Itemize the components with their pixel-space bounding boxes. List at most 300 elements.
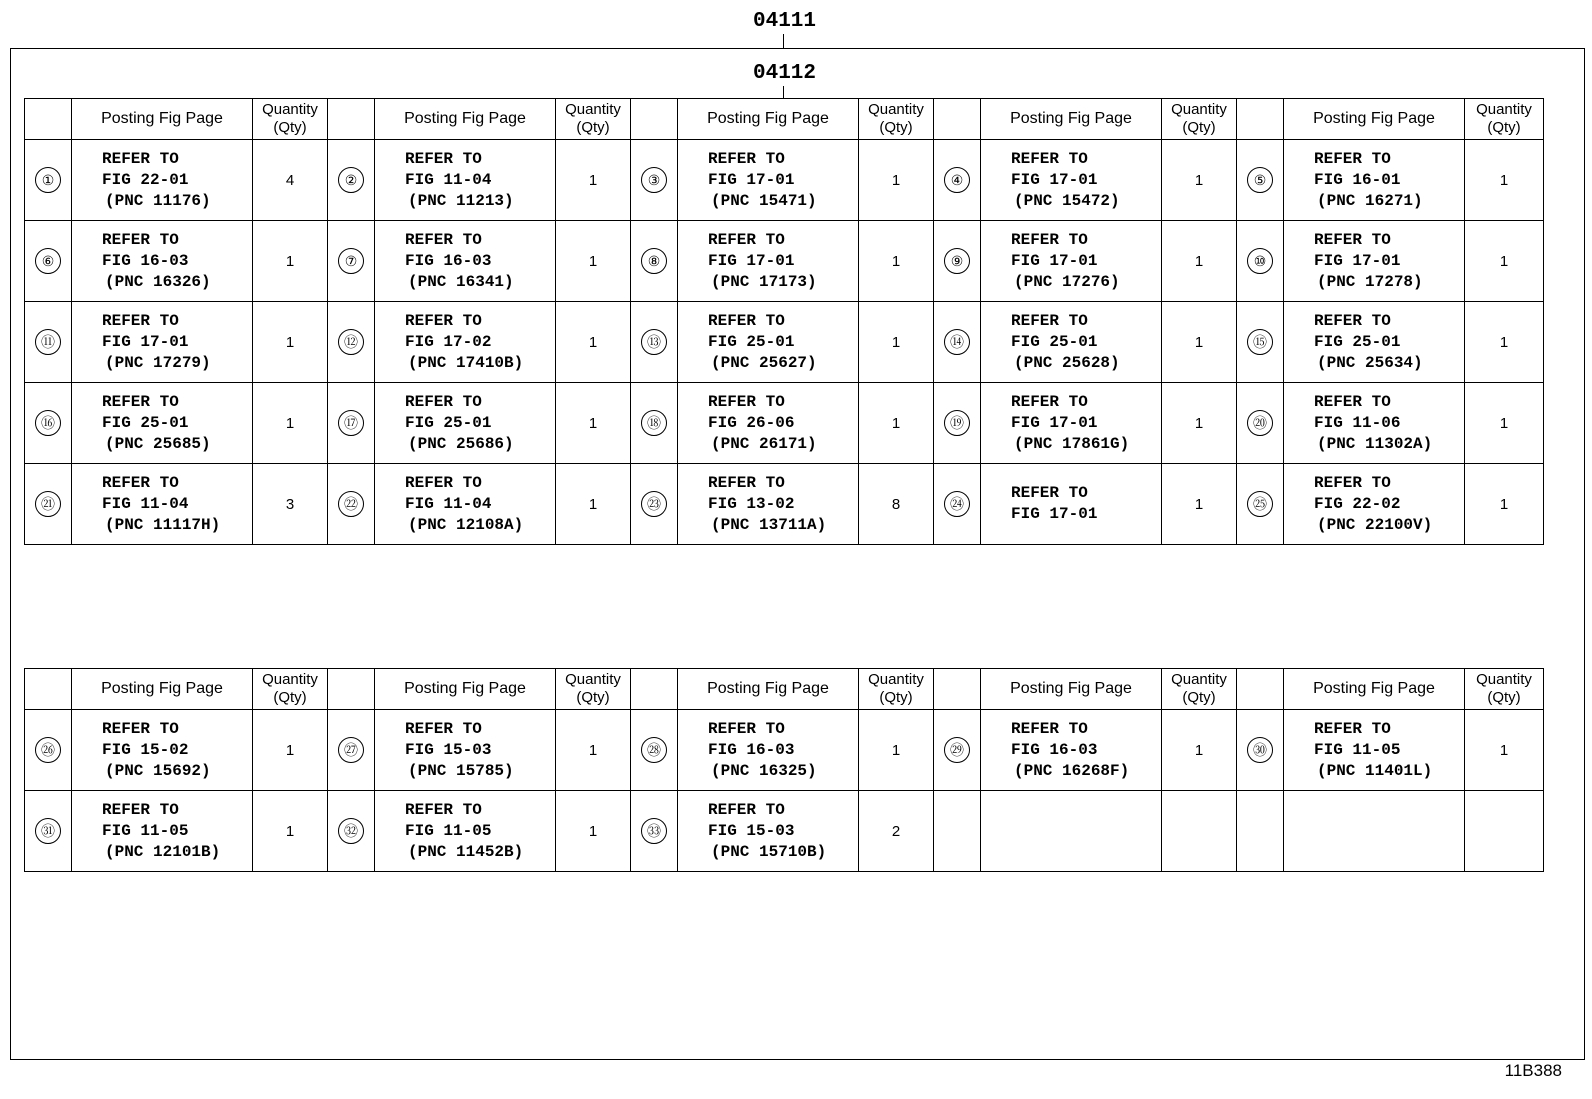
refer-to-text: REFER TO <box>1314 392 1391 411</box>
item-number: ⑱ <box>641 410 667 436</box>
item-number: ⑲ <box>944 410 970 436</box>
refer-to-text: REFER TO <box>102 311 179 330</box>
quantity-value: 1 <box>285 414 295 432</box>
quantity-value: 2 <box>891 822 901 840</box>
fig-reference: FIG 11-05 <box>1314 740 1401 759</box>
header-posting-label: Posting Fig Page <box>707 680 829 697</box>
header-index-cell <box>328 669 375 710</box>
table-row <box>25 791 1544 872</box>
header-index-cell <box>1237 669 1284 710</box>
reference-cell <box>981 791 1162 872</box>
fig-reference: FIG 17-01 <box>1011 413 1098 432</box>
reference-cell <box>981 221 1162 302</box>
header-quantity <box>253 99 328 140</box>
reference-cell <box>72 383 253 464</box>
header-quantity <box>556 99 631 140</box>
header-posting-label: Posting Fig Page <box>1313 110 1435 127</box>
fig-reference: FIG 17-01 <box>708 251 795 270</box>
item-number-cell <box>1237 302 1284 383</box>
reference-cell <box>375 464 556 545</box>
item-number-cell <box>25 140 72 221</box>
refer-to-text: REFER TO <box>708 230 785 249</box>
item-number-cell <box>328 302 375 383</box>
refer-to-text: REFER TO <box>1011 484 1088 502</box>
quantity-value: 1 <box>1194 414 1204 432</box>
refer-to-text: REFER TO <box>1314 473 1391 492</box>
pnc-number: (PNC 11302A) <box>1317 434 1433 453</box>
fig-reference: FIG 25-01 <box>1314 332 1401 351</box>
refer-to-text: REFER TO <box>102 392 179 411</box>
item-number-cell <box>328 464 375 545</box>
header-qty-abbrev: (Qty) <box>1182 119 1216 136</box>
quantity-cell <box>1162 140 1237 221</box>
item-number: ③ <box>641 167 667 193</box>
header-quantity-label: Quantity <box>868 671 924 688</box>
quantity-value: 1 <box>1194 171 1204 189</box>
pnc-number: (PNC 25628) <box>1014 353 1120 372</box>
header-quantity-label: Quantity <box>1476 101 1532 118</box>
header-qty-abbrev: (Qty) <box>1487 689 1521 706</box>
quantity-cell <box>1162 302 1237 383</box>
item-number-cell <box>934 140 981 221</box>
quantity-cell <box>1162 464 1237 545</box>
item-number: ② <box>338 167 364 193</box>
item-number: ㉘ <box>641 737 667 763</box>
reference-cell <box>1284 464 1465 545</box>
reference-cell <box>1284 302 1465 383</box>
quantity-cell <box>253 464 328 545</box>
fig-reference: FIG 26-06 <box>708 413 795 432</box>
reference-cell <box>375 383 556 464</box>
pnc-number: (PNC 11176) <box>105 191 211 210</box>
item-number: ⑨ <box>944 248 970 274</box>
pnc-number: (PNC 17276) <box>1014 272 1120 291</box>
quantity-cell <box>556 140 631 221</box>
quantity-cell <box>1465 791 1544 872</box>
quantity-cell <box>1465 221 1544 302</box>
fig-reference: FIG 11-05 <box>405 821 492 840</box>
item-number-cell <box>1237 464 1284 545</box>
item-number: ㉔ <box>944 491 970 517</box>
fig-reference: FIG 16-03 <box>708 740 795 759</box>
item-number: ④ <box>944 167 970 193</box>
refer-to-text: REFER TO <box>405 473 482 492</box>
pnc-number: (PNC 25685) <box>105 434 211 453</box>
reference-cell <box>678 791 859 872</box>
fig-reference: FIG 17-01 <box>102 332 189 351</box>
quantity-cell <box>859 383 934 464</box>
item-number-cell <box>631 221 678 302</box>
fig-reference: FIG 16-03 <box>1011 740 1098 759</box>
refer-to-text: REFER TO <box>1314 719 1391 738</box>
fig-reference: FIG 17-01 <box>708 170 795 189</box>
fig-reference: FIG 11-04 <box>405 494 492 513</box>
reference-cell <box>1284 383 1465 464</box>
fig-reference: FIG 16-03 <box>102 251 189 270</box>
item-number: ㉛ <box>35 818 61 844</box>
item-number-cell <box>328 383 375 464</box>
fig-reference: FIG 11-04 <box>405 170 492 189</box>
pnc-number: (PNC 22100V) <box>1317 515 1433 534</box>
refer-to-text: REFER TO <box>405 311 482 330</box>
item-number-cell <box>631 791 678 872</box>
header-quantity-label: Quantity <box>868 101 924 118</box>
pnc-number: (PNC 16271) <box>1317 191 1423 210</box>
header-posting-label: Posting Fig Page <box>101 680 223 697</box>
pnc-number: (PNC 13711A) <box>711 515 827 534</box>
header-index-cell <box>631 669 678 710</box>
fig-reference: FIG 15-02 <box>102 740 189 759</box>
item-number-cell <box>631 383 678 464</box>
item-number-cell <box>934 710 981 791</box>
header-posting-fig-page <box>1284 669 1465 710</box>
header-quantity <box>1465 669 1544 710</box>
item-number-cell <box>1237 383 1284 464</box>
item-number-cell <box>934 302 981 383</box>
fig-reference: FIG 25-01 <box>405 413 492 432</box>
quantity-value: 1 <box>1499 171 1509 189</box>
header-qty-abbrev: (Qty) <box>273 689 307 706</box>
reference-cell <box>72 140 253 221</box>
header-index-cell <box>934 669 981 710</box>
header-index-cell <box>631 99 678 140</box>
refer-to-text: REFER TO <box>405 719 482 738</box>
item-number: ⑫ <box>338 329 364 355</box>
fig-reference: FIG 22-01 <box>102 170 189 189</box>
item-number-cell <box>631 302 678 383</box>
refer-to-text: REFER TO <box>1314 149 1391 168</box>
quantity-value: 1 <box>1499 741 1509 759</box>
quantity-value: 3 <box>285 495 295 513</box>
quantity-value: 1 <box>1194 252 1204 270</box>
item-number: ㉚ <box>1247 737 1273 763</box>
table-row <box>25 464 1544 545</box>
item-number-cell <box>328 791 375 872</box>
item-number-cell <box>631 464 678 545</box>
pnc-number: (PNC 16268F) <box>1014 761 1130 780</box>
quantity-cell <box>253 140 328 221</box>
reference-cell <box>678 140 859 221</box>
refer-to-text: REFER TO <box>102 230 179 249</box>
item-number: ㉓ <box>641 491 667 517</box>
item-number: ⑥ <box>35 248 61 274</box>
header-posting-fig-page <box>981 99 1162 140</box>
pnc-number: (PNC 15472) <box>1014 191 1120 210</box>
quantity-cell <box>253 221 328 302</box>
table-row <box>25 221 1544 302</box>
quantity-cell <box>253 302 328 383</box>
refer-to-text: REFER TO <box>708 311 785 330</box>
quantity-value: 1 <box>1499 252 1509 270</box>
item-number-cell <box>25 383 72 464</box>
quantity-value: 1 <box>891 414 901 432</box>
reference-cell <box>678 464 859 545</box>
header-quantity-label: Quantity <box>1171 101 1227 118</box>
fig-reference: FIG 17-02 <box>405 332 492 351</box>
item-number-cell <box>1237 791 1284 872</box>
item-number-cell <box>934 221 981 302</box>
item-number: ㉗ <box>338 737 364 763</box>
reference-cell <box>375 140 556 221</box>
reference-cell <box>375 302 556 383</box>
pnc-number: (PNC 17861G) <box>1014 434 1130 453</box>
item-number: ⑮ <box>1247 329 1273 355</box>
pnc-number: (PNC 25627) <box>711 353 817 372</box>
table-row <box>25 140 1544 221</box>
quantity-value: 1 <box>1499 414 1509 432</box>
header-qty-abbrev: (Qty) <box>879 119 913 136</box>
item-number: ⑩ <box>1247 248 1273 274</box>
quantity-value: 8 <box>891 495 901 513</box>
pnc-number: (PNC 15710B) <box>711 842 827 861</box>
item-number-cell <box>934 464 981 545</box>
header-quantity <box>1465 99 1544 140</box>
quantity-cell <box>556 464 631 545</box>
inner-leader-line <box>783 86 784 98</box>
fig-reference: FIG 11-06 <box>1314 413 1401 432</box>
header-qty-abbrev: (Qty) <box>1182 689 1216 706</box>
header-quantity-label: Quantity <box>565 671 621 688</box>
quantity-cell <box>1465 710 1544 791</box>
fig-reference: FIG 17-01 <box>1011 251 1098 270</box>
header-posting-fig-page <box>375 669 556 710</box>
fig-reference: FIG 11-04 <box>102 494 189 513</box>
header-quantity-label: Quantity <box>262 101 318 118</box>
quantity-value: 1 <box>588 414 598 432</box>
refer-to-text: REFER TO <box>405 800 482 819</box>
item-number: ㉙ <box>944 737 970 763</box>
fig-reference: FIG 22-02 <box>1314 494 1401 513</box>
quantity-cell <box>859 791 934 872</box>
item-number-cell <box>1237 140 1284 221</box>
quantity-cell <box>253 791 328 872</box>
quantity-cell <box>1465 140 1544 221</box>
parts-table-1 <box>24 98 1544 545</box>
quantity-value: 1 <box>1499 495 1509 513</box>
pnc-number: (PNC 15471) <box>711 191 817 210</box>
reference-cell <box>981 710 1162 791</box>
item-number-cell <box>1237 221 1284 302</box>
reference-cell <box>1284 791 1465 872</box>
refer-to-text: REFER TO <box>708 800 785 819</box>
quantity-cell <box>253 383 328 464</box>
pnc-number: (PNC 17173) <box>711 272 817 291</box>
fig-reference: FIG 16-03 <box>405 251 492 270</box>
header-posting-fig-page <box>375 99 556 140</box>
pnc-number: (PNC 11117H) <box>105 515 221 534</box>
pnc-number: (PNC 12101B) <box>105 842 221 861</box>
refer-to-text: REFER TO <box>102 473 179 492</box>
pnc-number: (PNC 15785) <box>408 761 514 780</box>
pnc-number: (PNC 17410B) <box>408 353 524 372</box>
quantity-cell <box>859 302 934 383</box>
refer-to-text: REFER TO <box>1314 311 1391 330</box>
header-posting-fig-page <box>1284 99 1465 140</box>
reference-cell <box>678 221 859 302</box>
quantity-value: 4 <box>285 171 295 189</box>
pnc-number: (PNC 25634) <box>1317 353 1423 372</box>
pnc-number: (PNC 11401L) <box>1317 761 1433 780</box>
header-index-cell <box>25 99 72 140</box>
pnc-number: (PNC 11213) <box>408 191 514 210</box>
refer-to-text: REFER TO <box>102 149 179 168</box>
item-number-cell <box>1237 710 1284 791</box>
refer-to-text: REFER TO <box>1011 311 1088 330</box>
quantity-value: 1 <box>588 171 598 189</box>
fig-reference: FIG 17-01 <box>1011 170 1098 189</box>
item-number-cell <box>25 302 72 383</box>
refer-to-text: REFER TO <box>102 800 179 819</box>
item-number: ① <box>35 167 61 193</box>
quantity-value: 1 <box>1194 495 1204 513</box>
header-posting-fig-page <box>72 669 253 710</box>
item-number-cell <box>328 140 375 221</box>
header-posting-label: Posting Fig Page <box>404 110 526 127</box>
header-posting-fig-page <box>678 669 859 710</box>
quantity-cell <box>253 710 328 791</box>
reference-cell <box>72 710 253 791</box>
header-quantity <box>859 669 934 710</box>
quantity-cell <box>556 302 631 383</box>
reference-cell <box>981 383 1162 464</box>
quantity-cell <box>1162 791 1237 872</box>
header-quantity-label: Quantity <box>565 101 621 118</box>
refer-to-text: REFER TO <box>405 230 482 249</box>
fig-reference: FIG 17-01 <box>1314 251 1401 270</box>
refer-to-text: REFER TO <box>1011 230 1088 249</box>
refer-to-text: REFER TO <box>1011 392 1088 411</box>
quantity-cell <box>1162 383 1237 464</box>
quantity-value: 1 <box>1194 741 1204 759</box>
item-number: ⑧ <box>641 248 667 274</box>
header-quantity <box>253 669 328 710</box>
quantity-cell <box>556 791 631 872</box>
header-qty-abbrev: (Qty) <box>1487 119 1521 136</box>
reference-cell <box>72 302 253 383</box>
refer-to-text: REFER TO <box>708 149 785 168</box>
header-index-cell <box>25 669 72 710</box>
header-index-cell <box>328 99 375 140</box>
reference-cell <box>1284 140 1465 221</box>
reference-cell <box>375 791 556 872</box>
table-row <box>25 383 1544 464</box>
quantity-cell <box>1465 383 1544 464</box>
quantity-value: 1 <box>891 171 901 189</box>
item-number-cell <box>631 140 678 221</box>
illustration-code: 11B388 <box>1504 1061 1562 1080</box>
quantity-value: 1 <box>285 333 295 351</box>
header-posting-label: Posting Fig Page <box>1010 110 1132 127</box>
quantity-value: 1 <box>588 495 598 513</box>
item-number: ㉒ <box>338 491 364 517</box>
pnc-number: (PNC 15692) <box>105 761 211 780</box>
item-number: ⑬ <box>641 329 667 355</box>
header-index-cell <box>934 99 981 140</box>
header-quantity-label: Quantity <box>262 671 318 688</box>
pnc-number: (PNC 17279) <box>105 353 211 372</box>
quantity-cell <box>859 140 934 221</box>
fig-reference: FIG 15-03 <box>708 821 795 840</box>
header-posting-fig-page <box>72 99 253 140</box>
quantity-value: 1 <box>1499 333 1509 351</box>
quantity-cell <box>1162 221 1237 302</box>
pnc-number: (PNC 16325) <box>711 761 817 780</box>
item-number-cell <box>934 791 981 872</box>
reference-cell <box>1284 710 1465 791</box>
fig-reference: FIG 25-01 <box>708 332 795 351</box>
refer-to-text: REFER TO <box>1314 230 1391 249</box>
header-posting-label: Posting Fig Page <box>1010 680 1132 697</box>
header-quantity-label: Quantity <box>1476 671 1532 688</box>
item-number: ⑯ <box>35 410 61 436</box>
refer-to-text: REFER TO <box>102 719 179 738</box>
quantity-value: 1 <box>1194 333 1204 351</box>
quantity-value: 1 <box>285 741 295 759</box>
item-number-cell <box>25 221 72 302</box>
item-number-cell <box>934 383 981 464</box>
refer-to-text: REFER TO <box>708 473 785 492</box>
header-posting-label: Posting Fig Page <box>404 680 526 697</box>
quantity-cell <box>859 464 934 545</box>
header-quantity <box>1162 99 1237 140</box>
quantity-value: 1 <box>588 741 598 759</box>
header-qty-abbrev: (Qty) <box>879 689 913 706</box>
item-number-cell <box>25 464 72 545</box>
quantity-cell <box>859 710 934 791</box>
item-number: ⑪ <box>35 329 61 355</box>
reference-cell <box>678 710 859 791</box>
pnc-number: (PNC 16326) <box>105 272 211 291</box>
fig-reference: FIG 13-02 <box>708 494 795 513</box>
pnc-number: (PNC 25686) <box>408 434 514 453</box>
pnc-number: (PNC 11452B) <box>408 842 524 861</box>
item-number-cell <box>328 710 375 791</box>
refer-to-text: REFER TO <box>1011 719 1088 738</box>
item-number: ⑤ <box>1247 167 1273 193</box>
header-qty-abbrev: (Qty) <box>576 119 610 136</box>
reference-cell <box>981 464 1162 545</box>
quantity-value: 1 <box>588 252 598 270</box>
quantity-value: 1 <box>588 822 598 840</box>
outer-assembly-label: 04111 <box>753 10 817 33</box>
reference-cell <box>981 140 1162 221</box>
item-number: ㉖ <box>35 737 61 763</box>
header-quantity-label: Quantity <box>1171 671 1227 688</box>
pnc-number: (PNC 26171) <box>711 434 817 453</box>
reference-cell <box>72 791 253 872</box>
item-number: ㉝ <box>641 818 667 844</box>
reference-cell <box>375 710 556 791</box>
item-number: ⑰ <box>338 410 364 436</box>
item-number-cell <box>631 710 678 791</box>
quantity-cell <box>859 221 934 302</box>
inner-assembly-label: 04112 <box>753 62 817 85</box>
fig-reference: FIG 15-03 <box>405 740 492 759</box>
table-row <box>25 710 1544 791</box>
reference-cell <box>1284 221 1465 302</box>
pnc-number: (PNC 17278) <box>1317 272 1423 291</box>
header-quantity <box>1162 669 1237 710</box>
quantity-value: 1 <box>285 252 295 270</box>
quantity-value: 1 <box>891 333 901 351</box>
item-number: ⑳ <box>1247 410 1273 436</box>
quantity-value: 1 <box>891 741 901 759</box>
header-index-cell <box>1237 99 1284 140</box>
quantity-cell <box>1465 302 1544 383</box>
reference-cell <box>678 302 859 383</box>
refer-to-text: REFER TO <box>405 149 482 168</box>
fig-reference: FIG 25-01 <box>1011 332 1098 351</box>
